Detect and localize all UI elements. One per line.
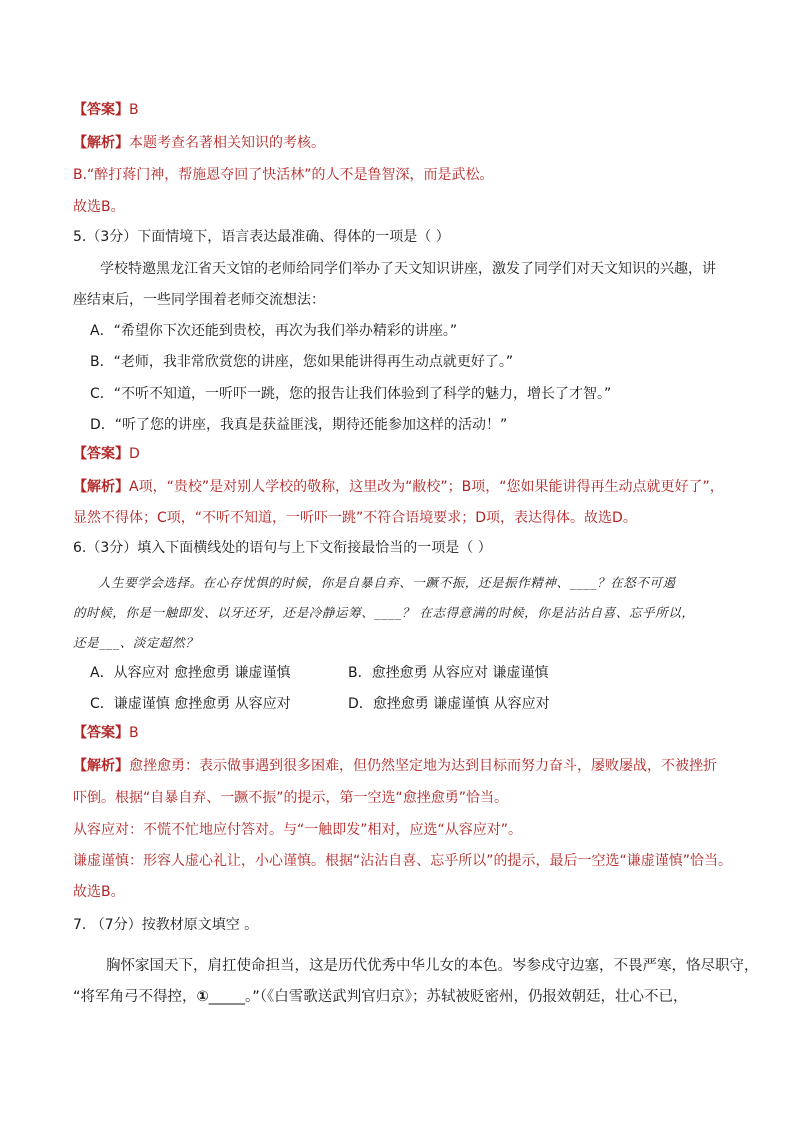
- q4-answer-line: [73, 100, 139, 120]
- q7-quote-rest: _____。”（《白雪歌送武判官归京》；苏轼被贬密州，仍报效朝廷，壮心不已，: [208, 989, 688, 1005]
- q6-passage-line-3: 还是___、淡定超然？: [73, 635, 199, 650]
- q6-passage-line-1: 人生要学会选择。在心存忧惧的时候，你是自暴自弃、一蹶不振，还是振作精神、____？在怒不可遏: [98, 575, 676, 590]
- q6-analysis-line-4: 谦虚谨慎：形容人虚心礼让，小心谨慎。根据“沾沾自喜、忘乎所以”的提示，最后一空选“谦虚谨慎”恰当。: [73, 853, 733, 869]
- q7-text-line-1: 胸怀家国天下，肩扛使命担当，这是历代优秀中华儿女的本色。岑参戍守边塞，不畏严寒，恪尽职守，: [106, 958, 759, 974]
- q6-passage-line-2: 的时候，你是一触即发、以牙还牙，还是冷静运筹、____？ 在志得意满的时候，你是沾沾自喜、忘乎所以，: [73, 605, 695, 620]
- q5-answer-line: [73, 444, 140, 464]
- q6-answer-line: [73, 723, 139, 743]
- q5-option-b: B．“老师，我非常欣赏您的讲座，您如果能讲得再生动点就更好了。”: [90, 354, 514, 370]
- q5-analysis-line: [73, 477, 724, 497]
- answer-value: B: [129, 725, 139, 741]
- q6-option-b: B．愈挫愈勇 从容应对 谦虚谨慎: [348, 665, 549, 681]
- q7-stem: 7. （7分）按教材原文填空 。: [73, 917, 259, 933]
- analysis-text: 愈挫愈勇：表示做事遇到很多困难，但仍然坚定地为达到目标而努力奋斗，屡败屡战，不被挫折: [129, 758, 717, 774]
- q4-analysis-line: [73, 133, 325, 153]
- q6-conclusion: 故选B。: [73, 884, 125, 900]
- q5-context-line-1: 学校特邀黑龙江省天文馆的老师给同学们举办了天文知识讲座，激发了同学们对天文知识的兴趣，讲: [100, 261, 716, 277]
- q6-option-d: D．愈挫愈勇 谦虚谨慎 从容应对: [348, 696, 550, 712]
- q7-text-line-2: [73, 987, 688, 1007]
- answer-tag: 【答案】: [73, 102, 129, 118]
- q6-analysis-line-3: 从容应对：不慌不忙地应付答对。与“一触即发”相对，应选“从容应对”。: [73, 822, 523, 838]
- q4-analysis-line-2: B.“醉打蒋门神，帮施恩夺回了快活林”的人不是鲁智深，而是武松。: [73, 167, 494, 183]
- answer-tag: 【答案】: [73, 446, 129, 462]
- q5-stem: 5.（3分）下面情境下，语言表达最准确、得体的一项是（ ）: [73, 229, 450, 245]
- analysis-text: 本题考查名著相关知识的考核。: [129, 135, 325, 151]
- q6-analysis-line: [73, 756, 717, 776]
- answer-value: D: [129, 446, 140, 462]
- analysis-tag: 【解析】: [73, 758, 129, 774]
- q6-option-c: C．谦虚谨慎 愈挫愈勇 从容应对: [90, 696, 291, 712]
- blank-number-marker: ①: [196, 989, 209, 1005]
- analysis-text: A项，“贵校”是对别人学校的敬称，这里改为“敝校”；B项，“您如果能讲得再生动点就更好了”，: [129, 479, 724, 495]
- answer-value: B: [129, 102, 139, 118]
- q5-option-d: D．“听了您的讲座，我真是获益匪浅，期待还能参加这样的活动！”: [90, 417, 508, 433]
- analysis-tag: 【解析】: [73, 479, 129, 495]
- q5-option-a: A．“希望你下次还能到贵校，再次为我们举办精彩的讲座。”: [90, 323, 458, 339]
- q5-option-c: C．“不听不知道，一听吓一跳，您的报告让我们体验到了科学的魅力，增长了才智。”: [90, 386, 612, 402]
- q6-stem: 6.（3分）填入下面横线处的语句与上下文衔接最恰当的一项是（ ）: [73, 540, 492, 556]
- q5-context-line-2: 座结束后，一些同学围着老师交流想法：: [73, 292, 325, 308]
- q4-conclusion: 故选B。: [73, 199, 125, 215]
- q6-option-a: A．从容应对 愈挫愈勇 谦虚谨慎: [90, 665, 291, 681]
- answer-tag: 【答案】: [73, 725, 129, 741]
- q5-analysis-line-2: 显然不得体；C项，“不听不知道，一听吓一跳”不符合语境要求；D项，表达得体。故选D。: [73, 510, 637, 526]
- q6-analysis-line-2: 吓倒。根据“自暴自弃、一蹶不振”的提示，第一空选“愈挫愈勇”恰当。: [73, 790, 509, 806]
- analysis-tag: 【解析】: [73, 135, 129, 151]
- q7-quote-start: “将军角弓不得控，: [73, 989, 197, 1005]
